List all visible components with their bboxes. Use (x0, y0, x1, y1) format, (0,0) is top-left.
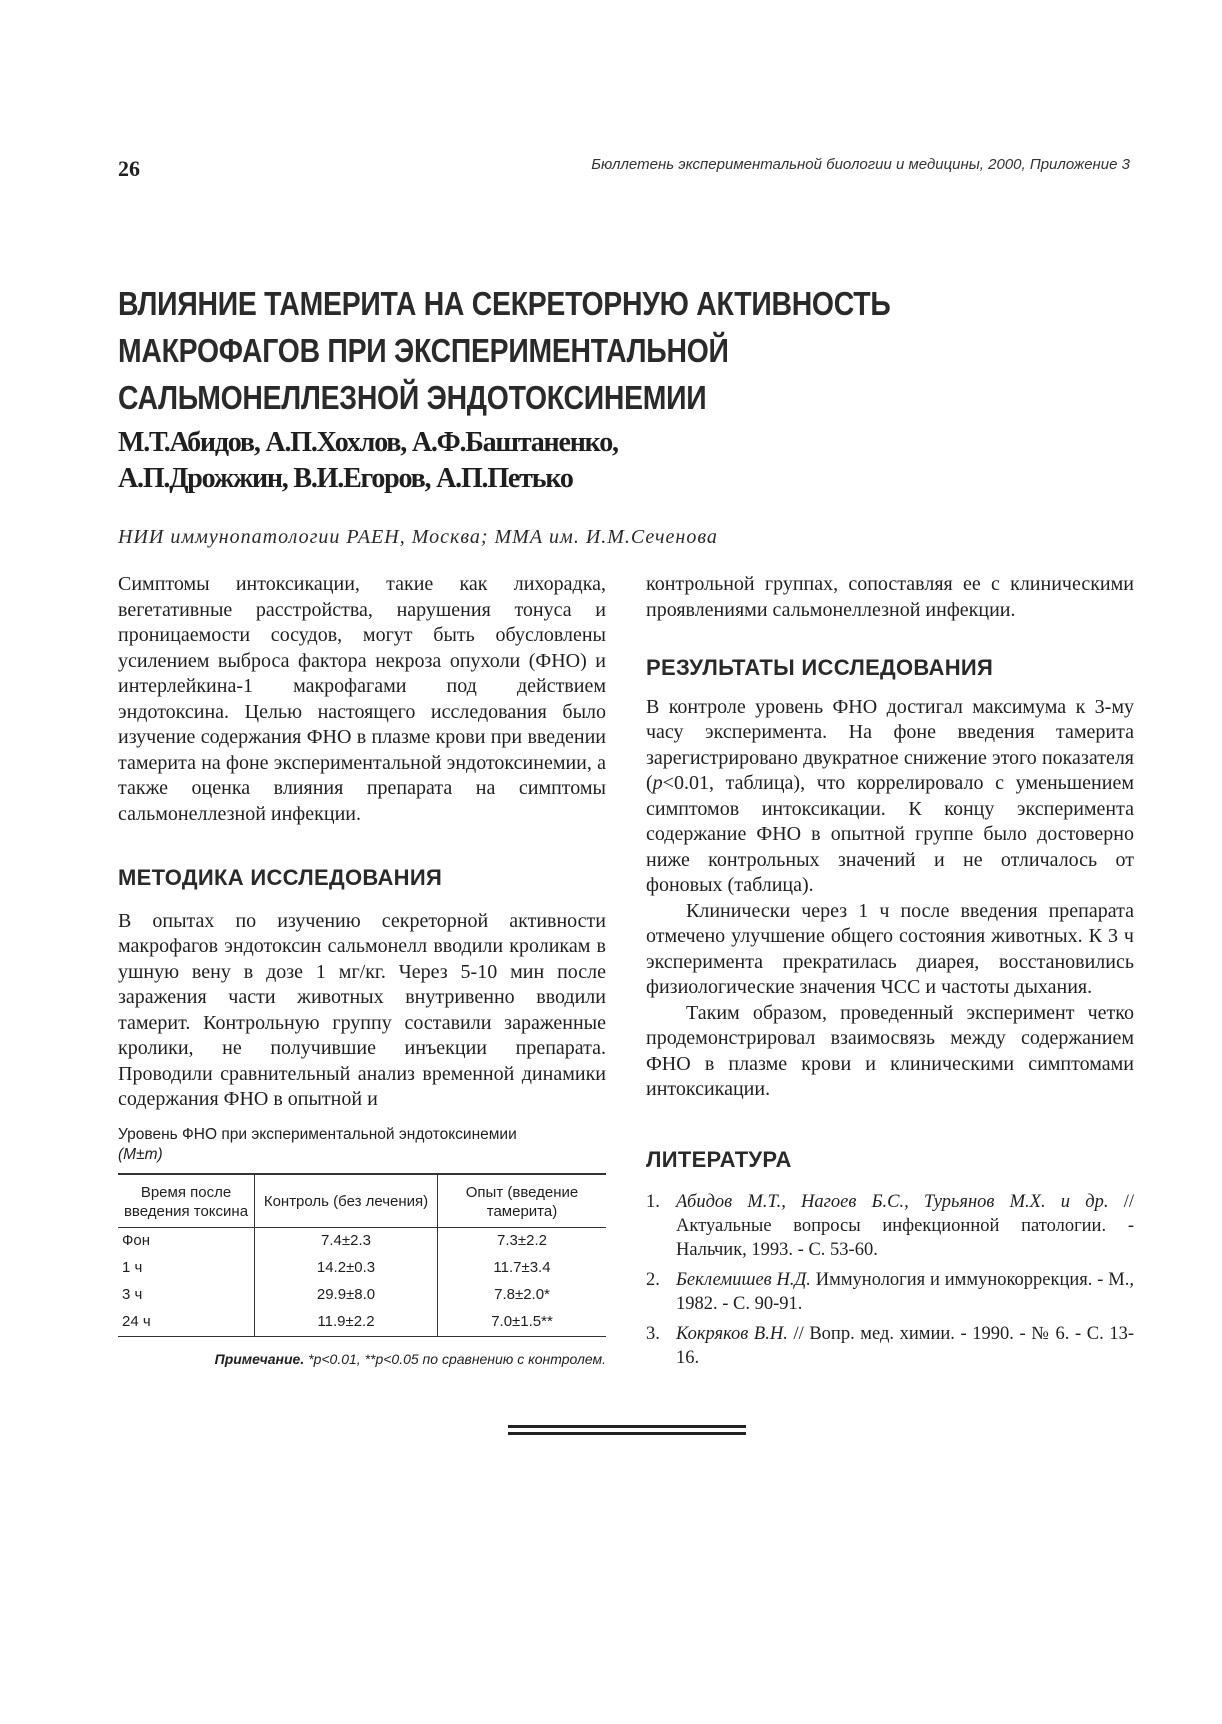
methods-continuation: контрольной группах, сопоставляя ее с клиническими проявлениями сальмонеллезной инфекции. (646, 573, 1134, 621)
reference-item (646, 1322, 1134, 1370)
results-paragraph-1 (646, 695, 1134, 899)
methods-paragraph: В опытах по изучению секреторной активности макрофагов эндотоксин сальмонелл вводили кроликам в ушную вену в дозе 1 мг/кг. Через 5-10 мин после заражения части животных внутривенно вводили тамерит. Контрольную группу составили зараженные кролики, не получившие инъекции препарата. Проводили сравнительный анализ временной динамики содержания ФНО в опытной и (118, 909, 606, 1110)
table-caption-text: Уровень ФНО при экспериментальной эндотоксинемии (118, 1125, 517, 1143)
reference-number: 1. (646, 1192, 660, 1212)
table-note (118, 1347, 606, 1373)
table-row (118, 1227, 606, 1255)
intro-paragraph: Симптомы интоксикации, такие как лихорадка, вегетативные расстройства, нарушения тонуса и проницаемости сосудов, могут быть обусловлены усилением выброса фактора некроза опухоли (ФНО) и интерлейкина-1 макрофагами под действием эндотоксина. Целью настоящего исследования было изучение содержания ФНО в плазме крови при введении тамерита на фоне экспериментальной эндотоксинемии, а также оценка влияния препарата на симптомы сальмонеллезной инфекции. (118, 573, 606, 825)
reference-list (646, 1190, 1134, 1370)
title-line: САЛЬМОНЕЛЛЕЗНОЙ ЭНДОТОКСИНЕМИИ (118, 379, 707, 416)
reference-number: 2. (646, 1270, 660, 1290)
table-cell: 3 ч (122, 1285, 143, 1303)
data-table (118, 1173, 606, 1337)
rule-line (508, 1432, 746, 1435)
affiliation: НИИ иммунопатологии РАЕН, Москва; ММА им. И.М.Сеченова (118, 526, 718, 548)
title-line: МАКРОФАГОВ ПРИ ЭКСПЕРИМЕНТАЛЬНОЙ (118, 332, 729, 369)
table-header-cell: Опыт (введение тамерита) (438, 1174, 607, 1228)
end-of-article-rule (508, 1425, 746, 1438)
table-cell: 7.0±1.5** (438, 1309, 607, 1337)
table-cell: 7.3±2.2 (438, 1227, 607, 1255)
table-cell: 7.8±2.0* (438, 1282, 607, 1309)
title-line: ВЛИЯНИЕ ТАМЕРИТА НА СЕКРЕТОРНУЮ АКТИВНОСТЬ (118, 285, 891, 322)
table-header-cell: Время после введения токсина (123, 1183, 249, 1220)
table-cell: 11.7±3.4 (438, 1255, 607, 1282)
table-cell: 11.9±2.2 (255, 1309, 438, 1337)
table-cell: 1 ч (122, 1258, 143, 1276)
reference-item (646, 1268, 1134, 1316)
table-cell: 24 ч (122, 1312, 151, 1330)
authors-line: М.Т.Абидов, А.П.Хохлов, А.Ф.Баштаненко, (118, 427, 618, 458)
results-paragraph-3: Таким образом, проведенный эксперимент четко продемонстрировал взаимосвязь между содержанием ФНО в плазме крови и клиническими симптомами интоксикации. (646, 1001, 1134, 1100)
page-number: 26 (118, 156, 140, 181)
table-note-text: *p<0.01, **p<0.05 по сравнению с контролем. (308, 1350, 606, 1367)
table-header-row (118, 1174, 606, 1228)
table-note-label: Примечание. (214, 1350, 305, 1367)
authors-line: А.П.Дрожжин, В.И.Егоров, А.П.Петько (118, 463, 573, 494)
reference-authors: Абидов М.Т., Нагоев Б.С., Турьянов М.Х. и др. (676, 1192, 1109, 1212)
table-row (118, 1282, 606, 1309)
authors (118, 425, 618, 497)
right-column (646, 572, 1134, 1376)
reference-text: Иммунология и иммунокоррекция. - М., 1982. - С. 90-91. (676, 1270, 1134, 1314)
left-column (118, 572, 606, 1372)
results-paragraph-2: Клинически через 1 ч после введения препарата отмечено улучшение общего состояния животных. К 3 ч эксперимента прекратилась диарея, восстановились физиологические значения ЧСС и частоты дыхания. (646, 899, 1134, 998)
running-head: Бюллетень экспериментальной биологии и медицины, 2000, Приложение 3 (591, 156, 1130, 173)
table-caption (118, 1125, 606, 1165)
table-row (118, 1255, 606, 1282)
results-p1-part: <0.01, таблица), что коррелировало с уменьшением симптомов интоксикации. К концу эксперимента содержание ФНО в опытной группе было достоверно ниже контрольных значений и не отличалось от фоновых (таблица). (646, 772, 1134, 896)
reference-authors: Беклемишев Н.Д. (676, 1270, 811, 1290)
table-cell: 29.9±8.0 (255, 1282, 438, 1309)
reference-text: // Вопр. мед. химии. - 1990. - № 6. - С. 13-16. (676, 1324, 1134, 1368)
table-cell: 14.2±0.3 (255, 1255, 438, 1282)
table-caption-stat: (M±m) (118, 1145, 163, 1163)
reference-authors: Кокряков В.Н. (676, 1324, 788, 1344)
table-row (118, 1309, 606, 1337)
rule-line (508, 1425, 746, 1428)
results-p1-part: В контроле уровень ФНО достигал максимума к 3-му часу эксперимента. На фоне введения тамерита зарегистрировано двукратное снижение этого показателя ( (646, 695, 1134, 794)
reference-number: 3. (646, 1324, 660, 1344)
table-cell: Фон (122, 1231, 151, 1249)
literature-heading: ЛИТЕРАТУРА (646, 1146, 792, 1172)
results-heading: РЕЗУЛЬТАТЫ ИССЛЕДОВАНИЯ (646, 655, 994, 680)
article-title (118, 280, 944, 421)
reference-text: // Актуальные вопросы инфекционной патологии. - Нальчик, 1993. - С. 53-60. (676, 1192, 1135, 1260)
table-cell: 7.4±2.3 (255, 1227, 438, 1255)
table-header-cell: Контроль (без лечения) (255, 1174, 438, 1228)
reference-item (646, 1190, 1134, 1262)
methods-heading: МЕТОДИКА ИССЛЕДОВАНИЯ (118, 865, 443, 890)
results-p1-italic: p (652, 772, 663, 794)
